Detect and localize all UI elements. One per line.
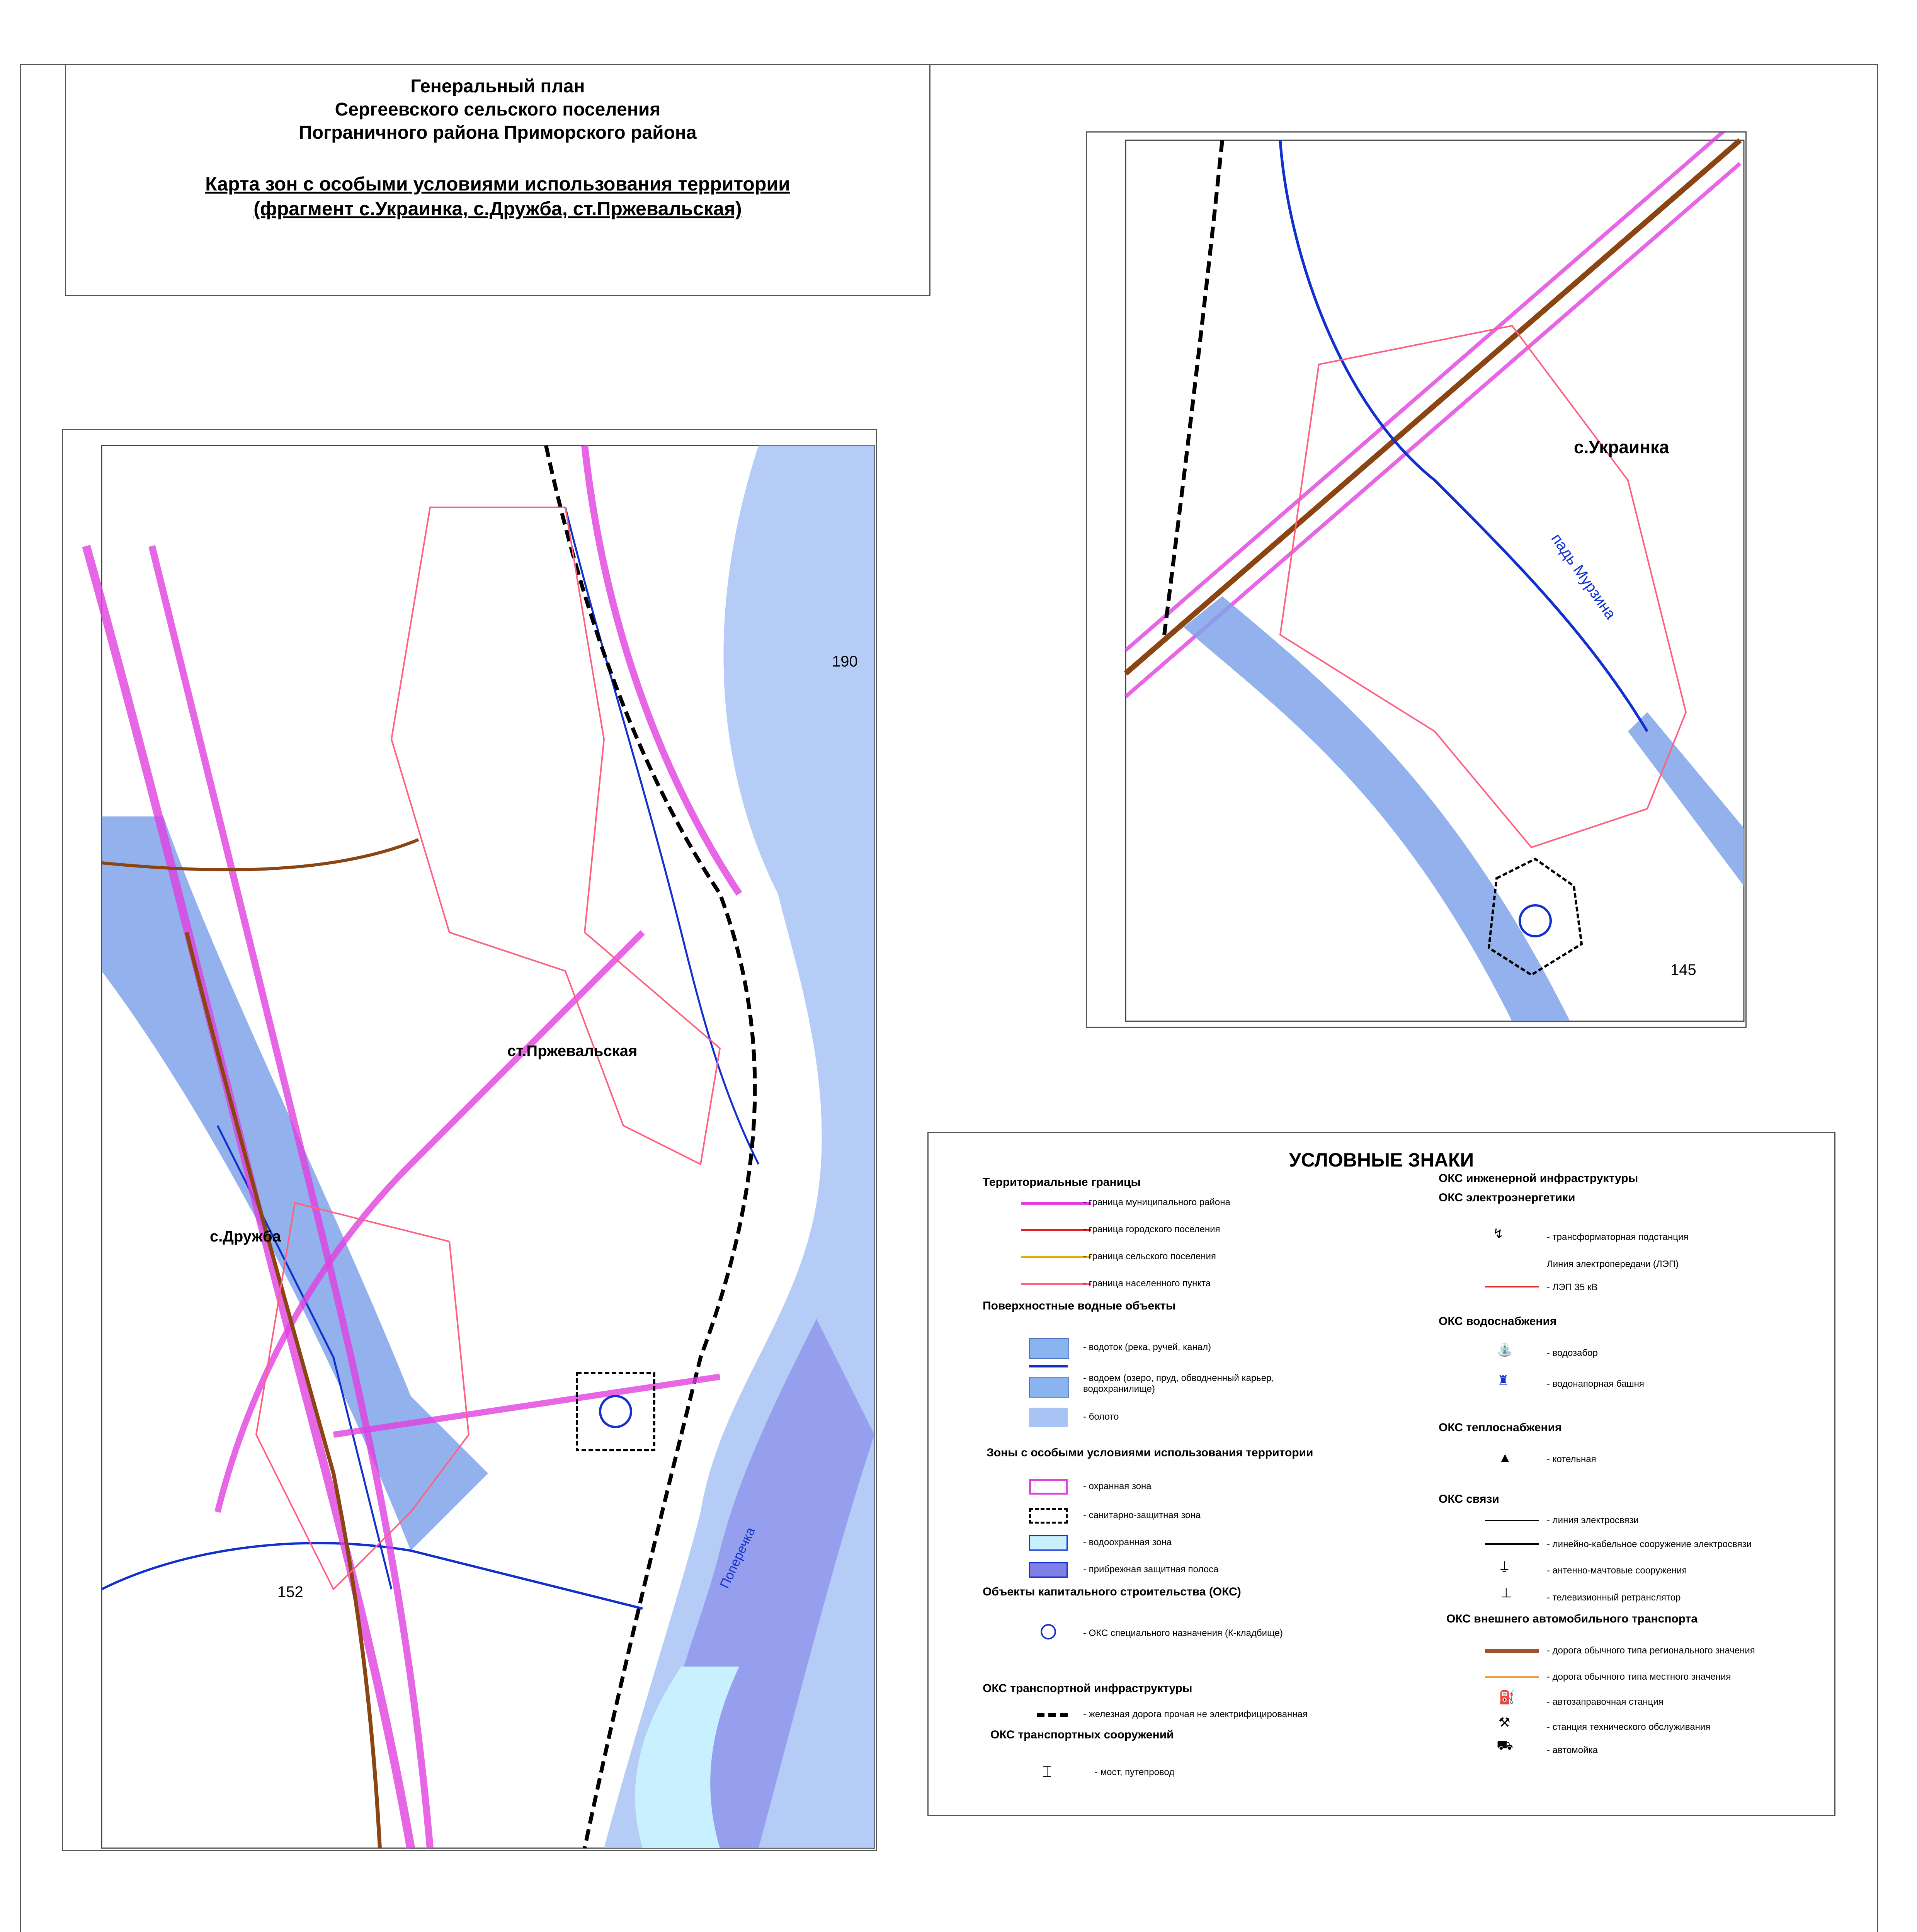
legend-z3: - водоохранная зона [1083,1537,1172,1548]
legend-h-road: ОКС внешнего автомобильного транспорта [1446,1612,1698,1625]
legend-r5: - автомойка [1547,1745,1598,1755]
legend-t2: - граница городского поселения [1083,1224,1220,1235]
legend-c1: - линия электросвязи [1547,1515,1639,1526]
label-station: ст.Пржевальская [507,1043,638,1060]
legend-box-waterprot [1029,1535,1068,1551]
legend-c2: - линейно-кабельное сооружение электросвязи [1547,1539,1752,1549]
legend-line-road-loc [1485,1676,1539,1678]
legend-h-watersup: ОКС водоснабжения [1439,1315,1557,1328]
legend-line-mun [1021,1202,1091,1205]
antenna-icon: ⍊ [1500,1558,1509,1573]
water-intake-icon: ⛲ [1497,1342,1513,1357]
legend-h-zones: Зоны с особыми условиями использования территории [987,1446,1313,1459]
legend-r1: - дорога обычного типа регионального значения [1547,1645,1755,1656]
label-padj: падь Мурзина [1548,530,1619,622]
legend-o1: - ОКС специального назначения (К-кладбище) [1083,1628,1283,1638]
title-line-1: Генеральный план [410,76,585,97]
legend-h-power: ОКС электроэнергетики [1439,1191,1575,1204]
legend-h-oks: Объекты капитального строительства (ОКС) [983,1585,1241,1598]
label-145: 145 [1670,961,1696,978]
legend-line-settlement [1021,1283,1091,1285]
left-map-canvas [63,430,877,1851]
legend-w3: - болото [1083,1412,1119,1422]
river-band-left [102,816,488,1551]
map-title-1: Карта зон с особыми условиями использования территории [205,173,790,195]
legend-h-comm: ОКС связи [1439,1493,1499,1505]
legend-h-water: Поверхностные водные объекты [983,1299,1176,1312]
legend-h1: - котельная [1547,1454,1596,1464]
legend-p1: - трансформаторная подстанция [1547,1232,1689,1242]
legend-h-heat: ОКС теплоснабжения [1439,1421,1562,1434]
title-block [65,64,930,296]
label-druzhba: с.Дружба [210,1228,281,1245]
legend-t4: - граница населенного пункта [1083,1278,1211,1289]
legend-box-sanitary [1029,1508,1068,1524]
label-152: 152 [277,1583,303,1600]
legend-box-swamp [1029,1408,1068,1427]
legend-t3: - граница сельского поселения [1083,1251,1216,1262]
legend-r3: - автозаправочная станция [1547,1697,1664,1707]
right-map [1086,131,1747,1028]
legend [927,1132,1835,1816]
substation-icon: ↯ [1493,1226,1504,1241]
label-river: Поперечка [717,1525,758,1591]
service-station-icon: ⚒ [1499,1715,1510,1730]
legend-tr1: - железная дорога прочая не электрифицированная [1083,1709,1308,1719]
legend-line-rail [1037,1713,1068,1717]
legend-line-rural [1021,1256,1091,1258]
legend-r4: - станция технического обслуживания [1547,1722,1711,1732]
legend-h-territorial: Территориальные границы [983,1176,1141,1189]
cemetery-icon [1041,1624,1056,1639]
legend-c4: - телевизионный ретранслятор [1547,1592,1681,1603]
legend-w2: - водоем (озеро, пруд, обводненный карьер, водохранилище) [1083,1373,1274,1394]
legend-tr2: - мост, путепровод [1095,1767,1175,1777]
legend-line-city [1021,1229,1091,1231]
legend-line-comm [1485,1520,1539,1521]
legend-h-trans2: ОКС транспортных сооружений [990,1728,1174,1741]
tv-relay-icon: ⊥ [1500,1586,1512,1600]
title-line-2: Сергеевского сельского поселения [335,99,661,120]
title-line-3: Пограничного района Приморского района [299,122,697,143]
water-tower-icon: ♜ [1497,1373,1509,1388]
car-wash-icon: ⛟ [1497,1738,1513,1753]
legend-c3: - антенно-мачтовые сооружения [1547,1565,1687,1576]
legend-t1: - граница муниципального района [1083,1197,1230,1208]
legend-line-stream [1029,1365,1068,1367]
label-190: 190 [832,653,858,670]
legend-z2: - санитарно-защитная зона [1083,1510,1201,1520]
legend-p2: Линия электропередачи (ЛЭП) [1547,1259,1679,1269]
legend-h-trans: ОКС транспортной инфраструктуры [983,1682,1192,1695]
legend-box-lake [1029,1377,1069,1398]
fuel-station-icon: ⛽ [1499,1690,1515,1705]
legend-z4: - прибрежная защитная полоса [1083,1564,1219,1575]
legend-ws2: - водонапорная башня [1547,1379,1644,1389]
legend-line-lep [1485,1286,1539,1287]
legend-title: УСЛОВНЫЕ ЗНАКИ [1289,1149,1474,1171]
boiler-icon: ▲ [1499,1450,1512,1465]
legend-p3: - ЛЭП 35 кВ [1547,1282,1598,1293]
left-map [62,429,877,1851]
right-map-canvas [1087,133,1747,1028]
legend-w1: - водоток (река, ручей, канал) [1083,1342,1211,1352]
legend-line-road-reg [1485,1649,1539,1653]
label-ukrainka: с.Украинка [1574,437,1669,457]
bridge-icon: ⌶ [1043,1763,1052,1780]
map-title-2: (фрагмент с.Украинка, с.Дружба, ст.Пржевальская) [253,198,742,219]
legend-ws1: - водозабор [1547,1348,1598,1358]
legend-line-cable [1485,1543,1539,1545]
legend-box-coastal [1029,1562,1068,1578]
legend-r2: - дорога обычного типа местного значения [1547,1672,1731,1682]
legend-z1: - охранная зона [1083,1481,1152,1492]
legend-box-stream [1029,1338,1069,1359]
legend-box-protection [1029,1479,1068,1495]
legend-h-eng: ОКС инженерной инфраструктуры [1439,1172,1638,1185]
